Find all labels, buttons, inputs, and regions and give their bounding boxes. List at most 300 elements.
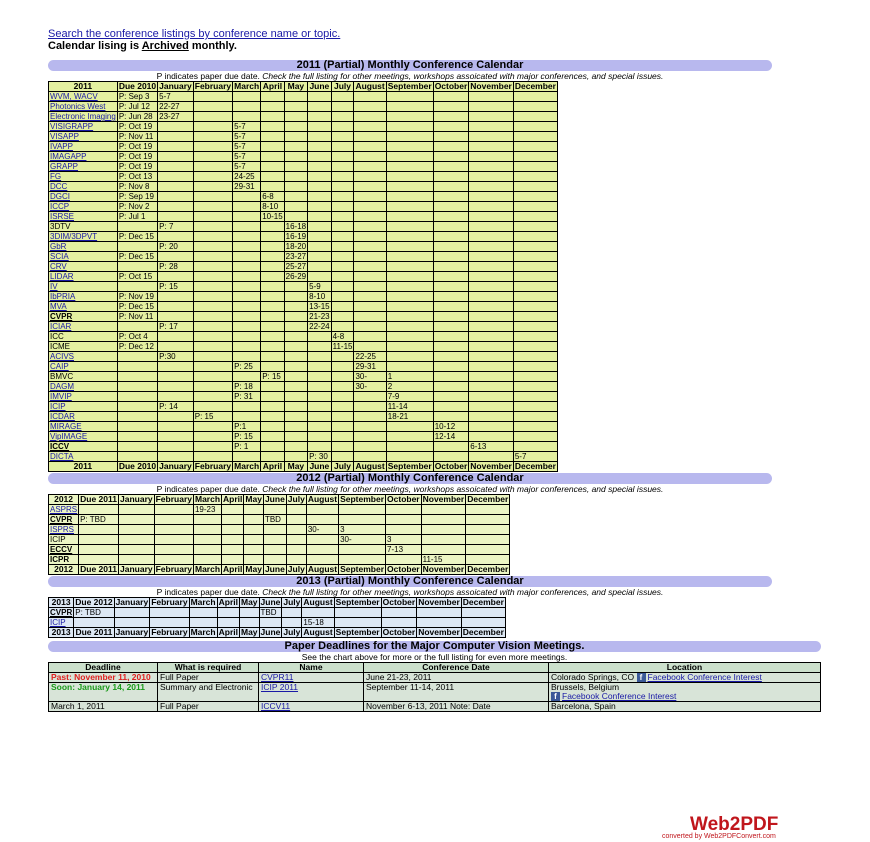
table-row: [49, 412, 558, 422]
date-cell: [308, 412, 331, 422]
date-cell: [284, 192, 307, 202]
date-cell: [158, 332, 194, 342]
date-cell: [308, 132, 331, 142]
date-cell: [158, 212, 194, 222]
table-row: [49, 272, 558, 282]
date-cell: [339, 505, 386, 515]
conference-link[interactable]: VISIGRAPP: [50, 122, 94, 131]
date-cell: [433, 272, 469, 282]
conference-link[interactable]: CVPR: [50, 608, 73, 617]
date-cell: [261, 162, 284, 172]
date-cell: 5-7: [233, 162, 261, 172]
date-cell: [354, 442, 386, 452]
column-header: November: [418, 597, 460, 607]
deadline-cell: Past: November 11, 2010: [49, 673, 158, 683]
date-cell: [308, 382, 331, 392]
date-cell: [308, 192, 331, 202]
date-cell: [233, 322, 261, 332]
date-cell: [513, 342, 557, 352]
date-cell: [469, 272, 514, 282]
date-cell: 8-10: [308, 292, 331, 302]
conference-name-cell: [49, 142, 118, 152]
column-header: September: [335, 627, 380, 637]
conference-name-cell: [49, 152, 118, 162]
date-cell: P: Dec 15: [117, 302, 157, 312]
date-cell: [513, 322, 557, 332]
date-cell: [189, 608, 217, 618]
conference-link[interactable]: ICIP: [50, 618, 66, 627]
column-header: October: [387, 494, 420, 504]
date-cell: [284, 452, 307, 462]
conference-link[interactable]: SCIA: [50, 252, 69, 261]
column-header: July: [287, 494, 305, 504]
column-header: May: [245, 494, 262, 504]
date-cell: [158, 132, 194, 142]
table-row: [49, 282, 558, 292]
date-cell: [331, 312, 354, 322]
date-cell: [354, 302, 386, 312]
date-cell: P:1: [233, 422, 261, 432]
date-cell: [433, 372, 469, 382]
date-cell: [513, 412, 557, 422]
conference-link[interactable]: CRV: [50, 262, 67, 271]
column-header: July: [287, 564, 305, 574]
date-cell: [433, 112, 469, 122]
date-cell: [158, 162, 194, 172]
date-cell: [261, 362, 284, 372]
date-cell: [193, 452, 232, 462]
date-cell: [386, 262, 433, 272]
date-cell: [513, 192, 557, 202]
date-cell: [469, 352, 514, 362]
required-cell: Full Paper: [158, 702, 259, 712]
date-cell: P: 15: [193, 412, 232, 422]
date-cell: [158, 302, 194, 312]
column-header: Due 2011: [80, 494, 117, 504]
date-cell: [119, 505, 155, 515]
conference-link[interactable]: VISAPP: [50, 132, 79, 141]
conference-link[interactable]: GbR: [50, 242, 67, 251]
table-row: [49, 505, 510, 515]
column-header: September: [335, 597, 380, 607]
date-cell: [331, 272, 354, 282]
date-cell: [466, 515, 510, 525]
date-cell: [193, 352, 232, 362]
date-cell: [513, 252, 557, 262]
conference-link[interactable]: DCC: [50, 182, 68, 191]
conference-link[interactable]: DAGM: [50, 382, 74, 391]
date-cell: [513, 182, 557, 192]
column-header: February: [155, 564, 192, 574]
table-row: [49, 312, 558, 322]
date-cell: [354, 262, 386, 272]
column-header: 2013: [49, 628, 74, 638]
date-cell: [261, 282, 284, 292]
date-cell: [386, 515, 422, 525]
archived-link[interactable]: Archived: [141, 40, 189, 52]
date-cell: [354, 332, 386, 342]
date-cell: [282, 608, 302, 618]
date-cell: [433, 212, 469, 222]
deadline-cell: March 1, 2011: [49, 702, 158, 712]
date-cell: [233, 272, 261, 282]
location-text: Colorado Springs, CO: [551, 672, 637, 682]
date-cell: [386, 112, 433, 122]
date-cell: [222, 535, 244, 545]
date-cell: [282, 618, 302, 628]
date-cell: [244, 545, 264, 555]
date-cell: [334, 608, 381, 618]
date-cell: 5-7: [233, 132, 261, 142]
conference-link[interactable]: IVAPP: [50, 142, 73, 151]
date-cell: [466, 505, 510, 515]
column-header: May: [245, 564, 262, 574]
date-cell: [158, 292, 194, 302]
conference-link[interactable]: ISRSE: [50, 212, 75, 221]
column-header: January: [120, 564, 153, 574]
date-cell: [308, 242, 331, 252]
date-cell: [354, 112, 386, 122]
conference-link[interactable]: DICTA: [50, 452, 74, 461]
date-cell: [117, 322, 157, 332]
date-cell: [117, 422, 157, 432]
date-cell: [114, 608, 150, 618]
column-header: April: [218, 597, 238, 607]
date-cell: [193, 152, 232, 162]
date-cell: P: Nov 8: [117, 182, 157, 192]
date-cell: [286, 515, 306, 525]
deadlines-subtitle: See the chart above for more or the full listing for even more meetings.: [301, 652, 568, 662]
date-cell: [331, 92, 354, 102]
date-cell: [158, 382, 194, 392]
date-cell: [193, 252, 232, 262]
date-cell: [469, 422, 514, 432]
date-cell: [354, 412, 386, 422]
date-cell: P: 1: [233, 442, 261, 452]
column-header: Due 2011: [75, 627, 113, 637]
table-row: [49, 352, 558, 362]
table-row: [49, 192, 558, 202]
conference-link[interactable]: Electronic Imaging: [50, 112, 116, 121]
date-cell: [284, 182, 307, 192]
date-cell: [381, 608, 417, 618]
column-header: January: [115, 627, 149, 637]
column-header: March: [190, 627, 216, 637]
column-header: April: [261, 462, 284, 472]
date-cell: [261, 342, 284, 352]
table-row: [49, 372, 558, 382]
conference-link[interactable]: CVPR: [50, 515, 73, 524]
date-cell: [469, 362, 514, 372]
date-cell: [513, 392, 557, 402]
conference-label: 3DTV: [50, 222, 71, 231]
conference-link[interactable]: FG: [50, 172, 62, 181]
conference-link[interactable]: CVPR: [50, 312, 73, 321]
date-cell: [331, 452, 354, 462]
conference-label: ICME: [50, 342, 70, 351]
date-cell: [513, 102, 557, 112]
date-cell: [193, 112, 232, 122]
date-cell: [158, 362, 194, 372]
date-cell: 5-7: [158, 92, 194, 102]
date-cell: [193, 382, 232, 392]
date-cell: [284, 132, 307, 142]
date-cell: [117, 412, 157, 422]
table-row: [49, 252, 558, 262]
date-cell: [433, 382, 469, 392]
date-cell: [461, 618, 505, 628]
date-cell: [284, 302, 307, 312]
date-cell: [193, 132, 232, 142]
date-cell: [193, 172, 232, 182]
date-cell: 3: [339, 525, 386, 535]
date-cell: [79, 525, 119, 535]
conference-link[interactable]: LIDAR: [50, 272, 74, 281]
date-cell: [154, 545, 193, 555]
conference-link[interactable]: CAIP: [50, 362, 69, 371]
date-cell: [193, 192, 232, 202]
table-row: [49, 172, 558, 182]
table-row: [49, 392, 558, 402]
date-cell: [193, 392, 232, 402]
conference-name-cell: [49, 608, 74, 618]
calendar-2012-table: [48, 494, 510, 575]
date-cell: [284, 312, 307, 322]
date-cell: [386, 505, 422, 515]
facebook-interest-link[interactable]: Facebook Conference Interest: [562, 691, 677, 701]
column-header: 2011: [49, 82, 118, 92]
date-cell: [354, 312, 386, 322]
conference-link[interactable]: IV: [50, 282, 58, 291]
conference-link[interactable]: IMAGAPP: [50, 152, 87, 161]
conference-link[interactable]: CVPR11: [261, 672, 294, 682]
date-cell: [469, 312, 514, 322]
date-cell: [233, 222, 261, 232]
date-cell: [331, 422, 354, 432]
conference-link[interactable]: ICIAR: [50, 322, 72, 331]
date-cell: [331, 282, 354, 292]
date-cell: [469, 182, 514, 192]
date-cell: [354, 212, 386, 222]
conference-link[interactable]: IMVIP: [50, 392, 72, 401]
conference-link[interactable]: VipIMAGE: [50, 432, 88, 441]
name-cell: [259, 683, 364, 702]
date-cell: P: 17: [158, 322, 194, 332]
date-cell: [466, 525, 510, 535]
table-row: [49, 202, 558, 212]
date-cell: [117, 392, 157, 402]
date-cell: 8-10: [261, 202, 284, 212]
date-cell: [239, 618, 259, 628]
column-header: December: [514, 461, 556, 471]
date-cell: [433, 252, 469, 262]
date-cell: [354, 402, 386, 412]
date-cell: [286, 505, 306, 515]
date-cell: [286, 545, 306, 555]
date-cell: [193, 432, 232, 442]
conference-link[interactable]: ASPRS: [50, 505, 78, 514]
search-link[interactable]: Search the conference listings by conference name or topic.: [48, 28, 341, 40]
date-cell: [331, 162, 354, 172]
date-cell: 15-18: [302, 618, 334, 628]
date-cell: [117, 242, 157, 252]
date-cell: [433, 362, 469, 372]
conference-link[interactable]: DGCI: [50, 192, 70, 201]
location-cell: [549, 673, 821, 683]
date-cell: P: 14: [158, 402, 194, 412]
column-header: September: [387, 461, 432, 471]
date-cell: [386, 272, 433, 282]
date-cell: 10-15: [262, 212, 283, 221]
date-cell: [193, 332, 232, 342]
date-cell: [233, 312, 261, 322]
cal2012-note: [48, 484, 772, 494]
date-cell: [233, 112, 261, 122]
date-cell: [79, 545, 119, 555]
date-cell: [386, 555, 422, 565]
date-cell: [158, 142, 194, 152]
facebook-interest-link[interactable]: Facebook Conference Interest: [647, 672, 762, 682]
column-header: Location: [549, 663, 821, 673]
date-cell: [261, 222, 284, 232]
column-header: March: [234, 81, 260, 91]
conference-name-cell: [49, 332, 118, 342]
date-cell: 5-9: [308, 282, 331, 292]
date-cell: [433, 222, 469, 232]
conference-link[interactable]: WVM, WACV: [50, 92, 98, 101]
conference-link[interactable]: ECCV: [50, 545, 73, 554]
column-header: December: [514, 81, 556, 91]
date-cell: [244, 505, 264, 515]
date-cell: [306, 545, 338, 555]
date-cell: [233, 452, 261, 462]
date-cell: [433, 172, 469, 182]
calendar-2013-table: [48, 597, 506, 638]
date-cell: [354, 242, 386, 252]
conference-link[interactable]: ICIP: [50, 402, 66, 411]
note-italic: Check the full listing for other meetings, workshops assoicated with major conferences, and special issues.: [262, 71, 664, 81]
date-cell: [513, 112, 557, 122]
date-cell: [433, 342, 469, 352]
conference-link[interactable]: ICDAR: [50, 412, 75, 421]
date-cell: [263, 555, 286, 565]
date-cell: [433, 302, 469, 312]
column-header: August: [307, 494, 338, 504]
column-header: July: [283, 627, 301, 637]
date-cell: [261, 92, 284, 102]
date-cell: [386, 152, 433, 162]
date-cell: [513, 332, 557, 342]
listing-line: [48, 40, 772, 52]
conference-link[interactable]: 3DIM/3DPVT: [50, 232, 98, 241]
column-header: September: [340, 564, 385, 574]
conference-label: ICPR: [50, 555, 70, 564]
date-cell: 7-13: [386, 545, 422, 555]
date-cell: [513, 402, 557, 412]
date-cell: [386, 342, 433, 352]
date-cell: [158, 192, 194, 202]
date-cell: [193, 182, 232, 192]
date-cell: [386, 312, 433, 322]
date-cell: [331, 152, 354, 162]
date-cell: 13-15: [309, 302, 330, 311]
date-cell: [354, 272, 386, 282]
date-cell: 5-7: [233, 122, 261, 132]
date-cell: P: Dec 12: [117, 342, 157, 352]
date-cell: [433, 232, 469, 242]
date-cell: 5-7: [233, 152, 261, 162]
conference-name-cell: [49, 505, 79, 515]
date-cell: P: Dec 15: [117, 252, 157, 262]
date-cell: [331, 252, 354, 262]
date-cell: [386, 362, 433, 372]
date-cell: [386, 525, 422, 535]
date-cell: [79, 505, 119, 515]
conference-name-cell: [49, 545, 79, 555]
listing-prefix: Calendar lising is: [48, 40, 142, 52]
date-cell: [222, 555, 244, 565]
conference-link[interactable]: ISPRS: [50, 525, 75, 534]
conference-name-cell: [49, 272, 118, 282]
conference-link[interactable]: ICCV11: [261, 701, 291, 711]
date-cell: [284, 382, 307, 392]
date-cell: [469, 122, 514, 132]
date-cell: [158, 372, 194, 382]
date-cell: [386, 212, 433, 222]
conference-link[interactable]: MVA: [50, 302, 67, 311]
date-cell: [339, 555, 386, 565]
date-cell: [354, 142, 386, 152]
conference-link[interactable]: ICCV: [50, 442, 70, 451]
logo-brand: Web2PDF: [690, 814, 779, 835]
column-header: November: [422, 564, 465, 574]
column-header: March: [194, 494, 221, 504]
date-cell: [244, 525, 264, 535]
date-cell: [158, 432, 194, 442]
date-cell: [331, 262, 354, 272]
conference-link[interactable]: ICIP 2011: [261, 682, 299, 692]
date-cell: [193, 122, 232, 132]
conference-link[interactable]: GRAPP: [50, 162, 79, 171]
date-cell: P: Jun 28: [117, 112, 157, 122]
date-cell: 22-25: [354, 352, 386, 362]
column-header: October: [387, 564, 420, 574]
conference-link[interactable]: IbPRIA: [50, 292, 76, 301]
date-cell: [117, 262, 157, 272]
date-cell: [354, 252, 386, 262]
table-row: [49, 432, 558, 442]
date-cell: [469, 262, 514, 272]
conference-link[interactable]: ICCP: [50, 202, 70, 211]
date-cell: [193, 515, 221, 525]
column-header: June: [309, 81, 330, 91]
conference-link[interactable]: MIRAGE: [50, 422, 82, 431]
date-cell: [154, 525, 193, 535]
date-cell: [193, 362, 232, 372]
conference-link[interactable]: Photonics West: [50, 102, 106, 111]
column-header: November: [422, 494, 465, 504]
date-cell: [284, 122, 307, 132]
date-cell: [331, 202, 354, 212]
column-header: October: [382, 627, 416, 637]
conference-link[interactable]: ACIVS: [50, 352, 75, 361]
date-cell: [284, 432, 307, 442]
date-cell: [513, 222, 557, 232]
date-cell: [193, 322, 232, 332]
web2pdf-logo: [660, 812, 840, 840]
date-cell: [193, 372, 232, 382]
date-cell: 16-19: [285, 232, 307, 241]
